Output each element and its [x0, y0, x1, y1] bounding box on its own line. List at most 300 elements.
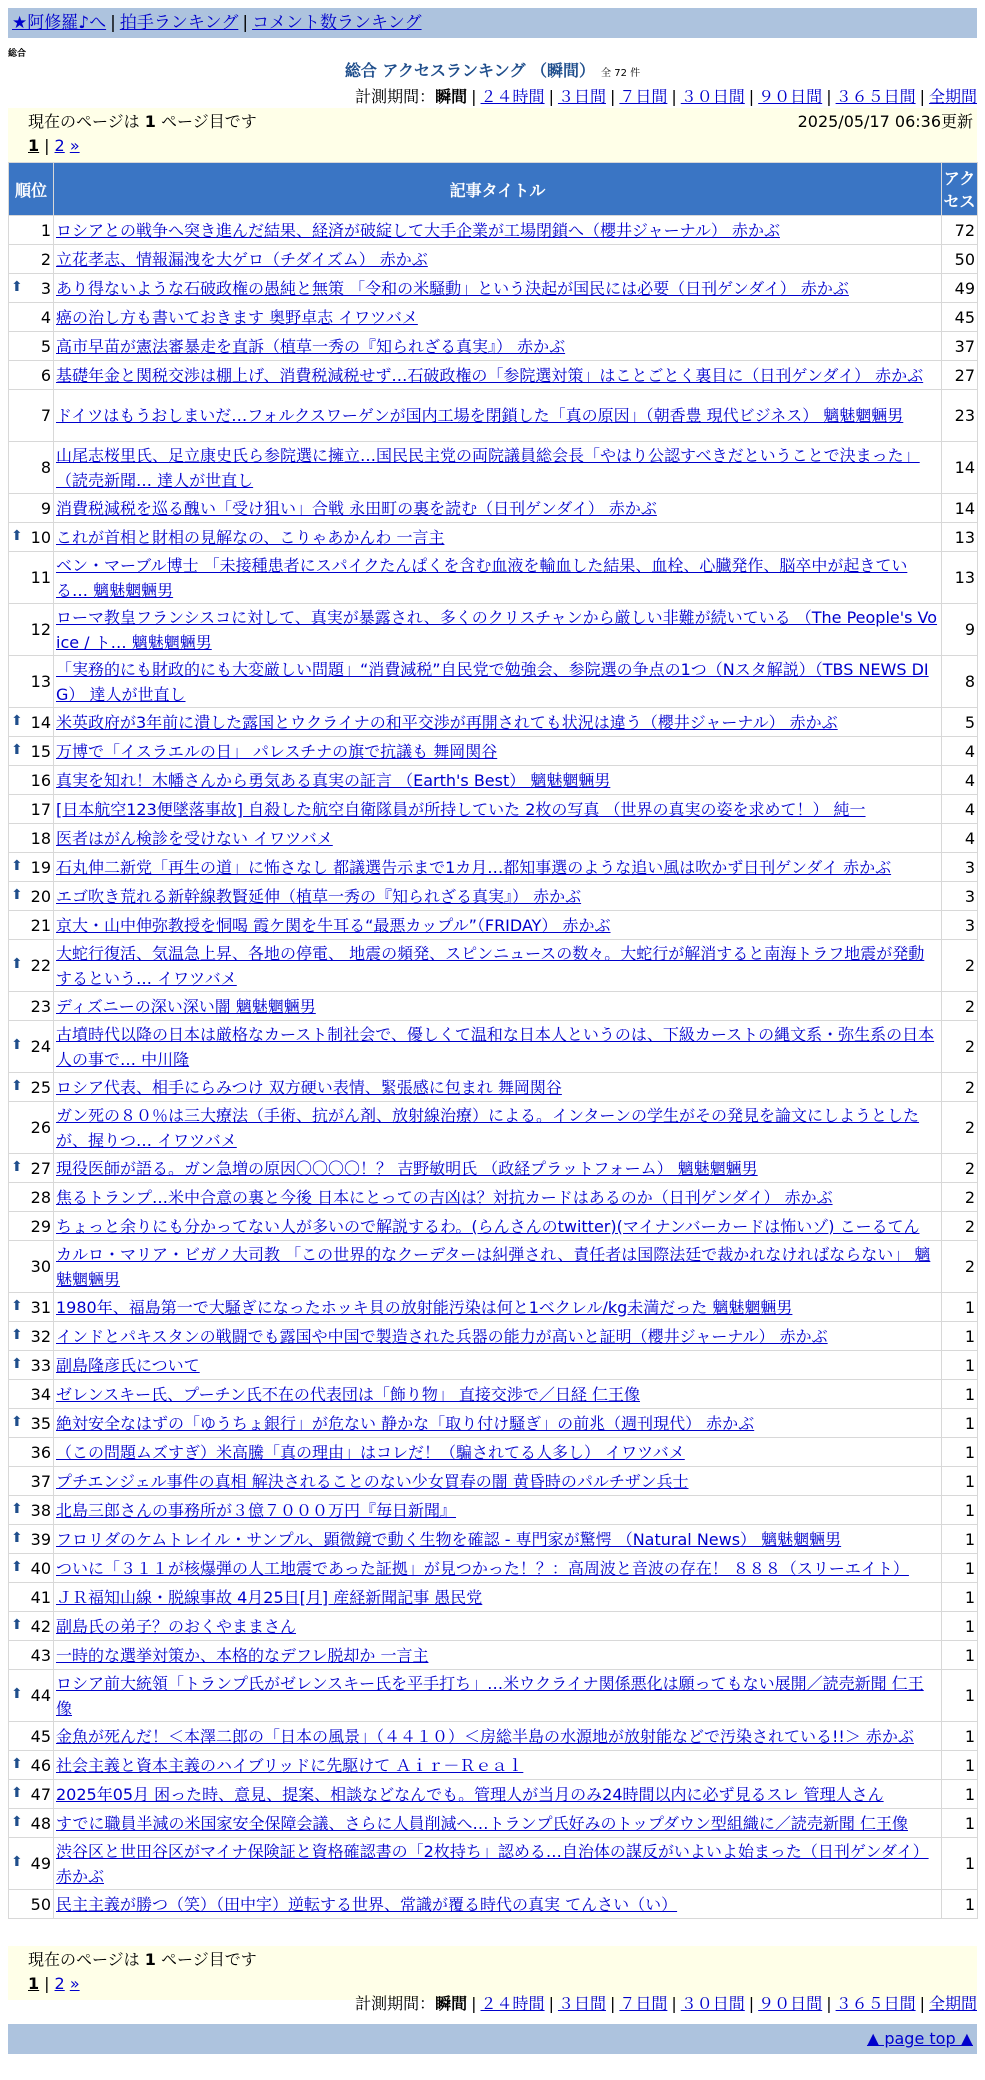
ranking-body: [9, 216, 977, 1918]
table-row: [9, 1751, 977, 1779]
table-row: [9, 361, 977, 389]
period-current: 瞬間: [435, 1994, 468, 2013]
title-cell: [54, 274, 941, 302]
rank-number: 15: [30, 741, 51, 761]
rank-number: 25: [30, 1077, 51, 1097]
rank-up-arrow-icon: ⬆: [11, 956, 23, 972]
period-separator: |: [919, 1994, 925, 2013]
access-count: 1: [942, 1438, 977, 1466]
rank-number: 16: [30, 770, 51, 790]
article-title-link[interactable]: 高市早苗が憲法審暴走を直訴（植草一秀の『知られざる真実』） 赤かぶ: [56, 336, 566, 356]
rank-up-arrow-icon: ⬆: [11, 1529, 23, 1546]
article-title-link[interactable]: [日本航空123便墜落事故] 自殺した航空自衛隊員が所持していた 2枚の写真 （世界の真実の姿を求めて！） 純一: [56, 799, 866, 819]
title-cell: [54, 604, 941, 655]
table-row: [9, 737, 977, 765]
title-cell: [54, 1751, 941, 1779]
period-option-link[interactable]: ３６５日間: [835, 87, 916, 106]
rank-cell: [9, 1809, 53, 1837]
article-title-link[interactable]: 大蛇行復活、気温急上昇、各地の停電、 地震の頻発、スピンニュースの数々。大蛇行が解消すると南海トラフ地震が発動するという… イワツバメ: [56, 943, 925, 988]
rank-number: 50: [30, 1894, 51, 1914]
period-selector-bottom: [355, 1993, 977, 2015]
nav-separator: |: [110, 13, 116, 33]
table-row: [9, 911, 977, 939]
table-row: [9, 1838, 977, 1889]
rank-up-arrow-icon: ⬆: [11, 1037, 23, 1053]
table-row: [9, 1722, 977, 1750]
article-title-link[interactable]: 社会主義と資本主義のハイブリッドに先駆けて Ａｉｒ－Ｒｅａｌ: [56, 1755, 524, 1775]
period-separator: |: [609, 1994, 616, 2013]
rank-cell: [9, 1670, 53, 1721]
header-rank: 順位: [9, 163, 53, 215]
access-count: 1: [942, 1809, 977, 1837]
table-row: [9, 824, 977, 852]
rank-number: 29: [30, 1216, 51, 1236]
article-title-link[interactable]: ロシア前大統領「トランプ氏がゼレンスキー氏を平手打ち」…米ウクライナ関係悪化は願ってもない展開／読売新聞 仁王像: [56, 1673, 924, 1718]
rank-up-arrow-icon: ⬆: [11, 1077, 23, 1094]
article-title-link[interactable]: ゼレンスキー氏、プーチン氏不在の代表団は「飾り物」 直接交渉で／日経 仁王像: [56, 1384, 641, 1404]
page-links: [28, 1973, 80, 1995]
table-row: [9, 940, 977, 991]
article-title-link[interactable]: 真実を知れ！木幡さんから勇気ある真実の証言 （Earth's Best） 魑魅魍魎男: [56, 770, 611, 790]
access-count: 1: [942, 1380, 977, 1408]
rank-number: 42: [30, 1616, 51, 1636]
table-row: [9, 992, 977, 1020]
table-row: [9, 1525, 977, 1553]
access-count: 1: [942, 1612, 977, 1640]
rank-up-arrow-icon: ⬆: [11, 1413, 23, 1430]
article-title-link[interactable]: 石丸伸二新党「再生の道」に怖さなし 都議選告示まで1カ月…都知事選のような追い風は吹かず日刊ゲンダイ 赤かぶ: [56, 857, 892, 877]
rank-up-arrow-icon: ⬆: [11, 1686, 23, 1702]
rank-number: 9: [40, 498, 51, 518]
title-cell: [54, 1212, 941, 1240]
article-title-link[interactable]: 現役医師が語る。ガン急増の原因〇〇〇〇！？ 吉野敏明氏 （政経プラットフォーム） 魑魅魍魎男: [56, 1158, 758, 1178]
period-separator: |: [548, 87, 554, 106]
rank-up-arrow-icon: ⬆: [11, 527, 23, 544]
category-label: 総合: [8, 49, 27, 59]
rank-number: 11: [30, 568, 51, 587]
article-title-link[interactable]: 古墳時代以降の日本は厳格なカースト制社会で、優しくて温和な日本人というのは、下級カーストの縄文系・弥生系の日本人の事で… 中川隆: [56, 1024, 935, 1069]
rank-number: 8: [40, 458, 51, 477]
rank-cell: [9, 737, 53, 765]
rank-cell: [9, 766, 53, 794]
access-count: 50: [942, 245, 977, 273]
rank-cell: [9, 911, 53, 939]
rank-number: 5: [40, 336, 51, 356]
article-title-link[interactable]: 「実務的にも財政的にも大変厳しい問題」“消費減税”自民党で勉強会、参院選の争点の1つ（Nスタ解説）（TBS NEWS DIG） 達人が世直し: [56, 659, 929, 704]
title-cell: [54, 795, 941, 823]
rank-cell: [9, 940, 53, 991]
rank-number: 34: [30, 1384, 51, 1404]
article-title-link[interactable]: 2025年05月 困った時、意見、提案、相談などなんでも。管理人が当月のみ24時間以内に必ず見るスレ 管理人さん: [56, 1784, 884, 1804]
table-row: [9, 1467, 977, 1495]
rank-cell: [9, 1780, 53, 1808]
access-count: 2: [942, 992, 977, 1020]
article-title-link[interactable]: 京大・山中伸弥教授を恫喝 霞ケ関を牛耳る“最悪カップル”（FRIDAY） 赤かぶ: [56, 915, 611, 935]
period-option-link[interactable]: ３６５日間: [835, 1994, 916, 2013]
rank-cell: [9, 1722, 53, 1750]
period-option-link[interactable]: ７日間: [619, 1994, 668, 2013]
article-title-link[interactable]: 立花孝志、情報漏洩を大ゲロ（チダイズム） 赤かぶ: [56, 249, 428, 269]
period-option-link[interactable]: ３０日間: [680, 1994, 745, 2013]
rank-number: 32: [30, 1326, 51, 1346]
period-separator: |: [826, 87, 832, 106]
title-cell: [54, 1838, 941, 1889]
title-cell: [54, 766, 941, 794]
rank-up-arrow-icon: ⬆: [11, 1355, 23, 1372]
article-title-link[interactable]: カルロ・マリア・ビガノ大司教 「この世界的なクーデターは糾弾され、責任者は国際法廷で裁かれなければならない」 魑魅魍魎男: [56, 1244, 931, 1289]
page-link-next[interactable]: »: [69, 136, 80, 155]
table-row: [9, 1102, 977, 1153]
article-title-link[interactable]: ベン・マーブル博士 「未接種患者にスパイクたんぱくを含む血液を輸血した結果、血栓、心臓発作、脳卒中が起きている… 魑魅魍魎男: [56, 555, 908, 600]
header-title: 記事タイトル: [54, 163, 941, 215]
rank-up-arrow-icon: ⬆: [11, 1158, 23, 1175]
access-count: 23: [942, 390, 977, 441]
table-row: [9, 1154, 977, 1182]
rank-up-arrow-icon: ⬆: [11, 1755, 23, 1772]
period-separator: |: [671, 1994, 677, 2013]
article-title-link[interactable]: 副島氏の弟子？のおくやままさん: [56, 1616, 297, 1636]
rank-up-arrow-icon: ⬆: [11, 1558, 23, 1575]
title-cell: [54, 390, 941, 441]
title-cell: [54, 1525, 941, 1553]
current-page-text: 現在のページは 1 ページ目です: [28, 1950, 257, 1969]
title-cell: [54, 882, 941, 910]
access-count: 37: [942, 332, 977, 360]
article-title-link[interactable]: プチエンジェル事件の真相 解決されることのない少女買春の闇 黄昏時のパルチザン兵士: [56, 1471, 689, 1491]
table-row: [9, 708, 977, 736]
rank-up-arrow-icon: ⬆: [11, 1326, 23, 1343]
nav-link-comment-ranking[interactable]: コメント数ランキング: [252, 13, 422, 33]
table-row: [9, 1322, 977, 1350]
title-cell: [54, 940, 941, 991]
table-row: [9, 1641, 977, 1669]
table-row: [9, 766, 977, 794]
period-option-link[interactable]: ２４時間: [480, 1994, 545, 2013]
article-title-link[interactable]: 絶対安全なはずの「ゆうちょ銀行」が危ない 静かな「取り付け騒ぎ」の前兆（週刊現代） 赤かぶ: [56, 1413, 755, 1433]
rank-up-arrow-icon: ⬆: [11, 857, 23, 874]
table-row: [9, 1780, 977, 1808]
rank-cell: [9, 1241, 53, 1292]
current-page-number: 1: [144, 112, 156, 131]
title-cell: [54, 824, 941, 852]
rank-up-arrow-icon: ⬆: [11, 886, 23, 903]
rank-number: 35: [30, 1413, 51, 1433]
rank-up-arrow-icon: ⬆: [11, 741, 23, 758]
nav-separator: |: [242, 13, 249, 33]
access-count: 13: [942, 523, 977, 551]
table-row: [9, 216, 977, 244]
rank-up-arrow-icon: ⬆: [11, 1616, 23, 1633]
rank-number: 20: [30, 886, 51, 906]
rank-cell: [9, 1293, 53, 1321]
pager-bottom: [8, 1946, 977, 2000]
table-row: [9, 1380, 977, 1408]
rank-cell: [9, 1554, 53, 1582]
rank-number: 38: [30, 1500, 51, 1520]
page-link[interactable]: 2: [54, 1974, 65, 1993]
rank-number: 33: [30, 1355, 51, 1375]
article-title-link[interactable]: ディズニーの深い深い闇 魑魅魍魎男: [56, 996, 316, 1016]
title-cell: [54, 1467, 941, 1495]
table-row: [9, 1351, 977, 1379]
article-title-link[interactable]: エゴ吹き荒れる新幹線教賢延伸（植草一秀の『知られざる真実』） 赤かぶ: [56, 886, 582, 906]
rank-cell: [9, 882, 53, 910]
rank-cell: [9, 1890, 53, 1918]
access-count: 1: [942, 1496, 977, 1524]
title-cell: [54, 1780, 941, 1808]
rank-cell: [9, 552, 53, 603]
header-access: アクセス: [942, 163, 977, 215]
period-option-link[interactable]: 全期間: [928, 1994, 977, 2013]
access-count: 2: [942, 1073, 977, 1101]
article-title-link[interactable]: ロシア代表、相手にらみつけ 双方硬い表情、緊張感に包まれ 舞岡関谷: [56, 1077, 562, 1097]
article-title-link[interactable]: 1980年、福島第一で大騒ぎになったホッキ貝の放射能汚染は何と1ベクレル/kg未満だった 魑魅魍魎男: [56, 1297, 793, 1317]
access-count: 1: [942, 1322, 977, 1350]
rank-up-arrow-icon: ⬆: [11, 712, 23, 729]
rank-cell: [9, 1183, 53, 1211]
page-link-next[interactable]: »: [69, 1974, 80, 1993]
rank-number: 27: [30, 1158, 51, 1178]
table-row: [9, 552, 977, 603]
page-link-current[interactable]: 1: [28, 1974, 40, 1993]
table-row: [9, 1670, 977, 1721]
period-option-link[interactable]: ９０日間: [758, 1994, 823, 2013]
article-title-link[interactable]: ガン死の８０％は三大療法（手術、抗がん剤、放射線治療）による。インターンの学生がその発見を論文にしようとしたが、握りつ… イワツバメ: [56, 1105, 920, 1150]
article-title-link[interactable]: 山尾志桜里氏、足立康史氏ら参院選に擁立…国民民主党の両院議員総会長「やはり公認すべきだということで決まった」（読売新聞… 達人が世直し: [56, 445, 920, 490]
table-row: [9, 1293, 977, 1321]
rank-cell: [9, 245, 53, 273]
article-title-link[interactable]: 万博で「イスラエルの日」 パレスチナの旗で抗議も 舞岡関谷: [56, 741, 498, 761]
article-title-link[interactable]: ローマ教皇フランシスコに対して、真実が暴露され、多くのクリスチャンから厳しい非難が続いている （The People's Voice / ト… 魑魅魍魎男: [56, 607, 938, 652]
rank-cell: [9, 1583, 53, 1611]
access-count: 3: [942, 882, 977, 910]
table-row: [9, 1241, 977, 1292]
rank-number: 46: [30, 1755, 51, 1775]
access-count: 1: [942, 1780, 977, 1808]
access-count: 13: [942, 552, 977, 603]
access-count: 1: [942, 1838, 977, 1889]
title-cell: [54, 1722, 941, 1750]
period-separator: |: [471, 87, 477, 106]
access-count: 2: [942, 1241, 977, 1292]
article-title-link[interactable]: 癌の治し方も書いておきます 奥野卓志 イワツバメ: [56, 307, 418, 327]
period-option-link[interactable]: 全期間: [928, 87, 977, 106]
rank-number: 6: [40, 365, 51, 385]
period-separator: |: [671, 87, 677, 106]
table-row: [9, 882, 977, 910]
rank-number: 26: [30, 1118, 51, 1137]
page-separator: |: [44, 136, 50, 155]
table-row: [9, 1583, 977, 1611]
rank-number: 45: [30, 1726, 51, 1746]
current-page-number: 1: [144, 1950, 156, 1969]
table-row: [9, 245, 977, 273]
rank-cell: [9, 1496, 53, 1524]
page-links: [28, 135, 80, 157]
article-title-link[interactable]: 副島隆彦氏について: [56, 1355, 200, 1375]
period-separator: |: [609, 87, 616, 106]
rank-number: 10: [30, 527, 51, 547]
rank-cell: [9, 1409, 53, 1437]
rank-cell: [9, 442, 53, 493]
period-separator: |: [826, 1994, 832, 2013]
table-row: [9, 494, 977, 522]
page-top-link[interactable]: ▲ page top ▲: [866, 2029, 973, 2048]
title-cell: [54, 708, 941, 736]
total-count: 全 72 件: [601, 68, 641, 79]
rank-number: 7: [40, 406, 51, 425]
access-count: 1: [942, 1583, 977, 1611]
rank-number: 18: [30, 828, 51, 848]
table-row: [9, 1612, 977, 1640]
rank-number: 17: [30, 799, 51, 819]
access-count: 14: [942, 442, 977, 493]
rank-number: 23: [30, 996, 51, 1016]
article-title-link[interactable]: 消費税減税を巡る醜い「受け狙い」合戦 永田町の裏を読む（日刊ゲンダイ） 赤かぶ: [56, 498, 657, 518]
article-title-link[interactable]: 米英政府が3年前に潰した露国とウクライナの和平交渉が再開されても状況は違う（櫻井ジャーナル） 赤かぶ: [56, 712, 838, 732]
period-option-link[interactable]: ２４時間: [480, 87, 545, 106]
rank-cell: [9, 1351, 53, 1379]
page-title: [0, 60, 985, 85]
table-row: [9, 1890, 977, 1918]
access-count: 2: [942, 1154, 977, 1182]
access-count: 2: [942, 1021, 977, 1072]
nav-link-ashura[interactable]: ★阿修羅♪へ: [12, 13, 107, 33]
rank-cell: [9, 1380, 53, 1408]
rank-up-arrow-icon: ⬆: [11, 1784, 23, 1801]
title-cell: [54, 442, 941, 493]
period-option-link[interactable]: ３日間: [557, 87, 606, 106]
period-option-link[interactable]: ３０日間: [680, 87, 745, 106]
table-row: [9, 604, 977, 655]
period-current: 瞬間: [435, 87, 468, 106]
access-count: 1: [942, 1890, 977, 1918]
article-title-link[interactable]: 渋谷区と世田谷区がマイナ保険証と資格確認書の「2枚持ち」認める…自治体の謀反がいよいよ始まった（日刊ゲンダイ） 赤かぶ: [56, 1841, 929, 1886]
article-title-link[interactable]: 焦るトランプ…米中合意の裏と今後 日本にとっての吉凶は？対抗カードはあるのか（日刊ゲンダイ） 赤かぶ: [56, 1187, 833, 1207]
period-separator: |: [748, 87, 755, 106]
table-row: [9, 1409, 977, 1437]
title-cell: [54, 1409, 941, 1437]
access-count: 2: [942, 940, 977, 991]
rank-cell: [9, 1102, 53, 1153]
rank-up-arrow-icon: ⬆: [11, 1854, 23, 1870]
period-selector-top: [355, 86, 977, 108]
article-title-link[interactable]: 北島三郎さんの事務所が３億７０００万円『毎日新聞』: [56, 1500, 457, 1520]
access-count: 14: [942, 494, 977, 522]
rank-cell: [9, 332, 53, 360]
rank-cell: [9, 1212, 53, 1240]
access-count: 1: [942, 1670, 977, 1721]
article-title-link[interactable]: ちょっと余りにも分かってない人が多いので解説するわ。(らんさんのtwitter)(マイナンバーカードは怖いゾ) こーるてん: [56, 1216, 920, 1236]
article-title-link[interactable]: 金魚が死んだ！＜本澤二郎の「日本の風景」（４４１０）＜房総半島の水源地が放射能などで汚染されている!!＞ 赤かぶ: [56, 1726, 914, 1746]
rank-number: 28: [30, 1187, 51, 1207]
table-row: [9, 523, 977, 551]
access-count: 1: [942, 1641, 977, 1669]
rank-number: 1: [40, 220, 51, 240]
article-title-link[interactable]: すでに職員半減の米国家安全保障会議、さらに人員削減へ…トランプ氏好みのトップダウン型組織に／読売新聞 仁王像: [56, 1813, 908, 1833]
access-count: 1: [942, 1293, 977, 1321]
page-title-text: 総合 アクセスランキング （瞬間）: [344, 61, 596, 80]
rank-cell: [9, 656, 53, 707]
access-count: 4: [942, 766, 977, 794]
rank-cell: [9, 1751, 53, 1779]
access-count: 45: [942, 303, 977, 331]
title-cell: [54, 523, 941, 551]
bottom-bar: [8, 2024, 977, 2054]
title-cell: [54, 1154, 941, 1182]
period-label: 計測期間：: [355, 87, 436, 106]
article-title-link[interactable]: ドイツはもうおしまいだ…フォルクスワーゲンが国内工場を閉鎖した「真の原因」（朝香豊 現代ビジネス） 魑魅魍魎男: [56, 406, 904, 425]
title-cell: [54, 361, 941, 389]
table-row: [9, 332, 977, 360]
article-title-link[interactable]: ついに「３１１が核爆弾の人工地震であった証拠」が見つかった！？：高周波と音波の存在！ ８８８（スリーエイト）: [56, 1558, 909, 1578]
article-title-link[interactable]: フロリダのケムトレイル・サンプル、顕微鏡で動く生物を確認 - 専門家が驚愕 （Natural News） 魑魅魍魎男: [56, 1529, 842, 1549]
rank-number: 48: [30, 1813, 51, 1833]
article-title-link[interactable]: ロシアとの戦争へ突き進んだ結果、経済が破綻して大手企業が工場閉鎖へ（櫻井ジャーナル） 赤かぶ: [56, 220, 780, 240]
rank-cell: [9, 1073, 53, 1101]
period-separator: |: [748, 1994, 755, 2013]
table-row: [9, 1183, 977, 1211]
title-cell: [54, 1809, 941, 1837]
rank-number: 31: [30, 1297, 51, 1317]
title-cell: [54, 1351, 941, 1379]
rank-cell: [9, 303, 53, 331]
rank-cell: [9, 1525, 53, 1553]
pager-top: [8, 108, 977, 162]
article-title-link[interactable]: ＪＲ福知山線・脱線事故 4月25日[月] 産経新聞記事 愚民党: [56, 1587, 483, 1607]
rank-cell: [9, 1438, 53, 1466]
title-cell: [54, 494, 941, 522]
article-title-link[interactable]: 医者はがん検診を受けない イワツバメ: [56, 828, 333, 848]
rank-up-arrow-icon: ⬆: [11, 1500, 23, 1517]
rank-number: 2: [40, 249, 51, 269]
rank-cell: [9, 795, 53, 823]
rank-cell: [9, 1467, 53, 1495]
access-count: 1: [942, 1751, 977, 1779]
period-option-link[interactable]: ７日間: [619, 87, 668, 106]
rank-cell: [9, 708, 53, 736]
period-option-link[interactable]: ３日間: [557, 1994, 606, 2013]
period-option-link[interactable]: ９０日間: [758, 87, 823, 106]
access-count: 5: [942, 708, 977, 736]
nav-link-applause-ranking[interactable]: 拍手ランキング: [119, 13, 239, 33]
article-title-link[interactable]: インドとパキスタンの戦闘でも露国や中国で製造された兵器の能力が高いと証明（櫻井ジャーナル） 赤かぶ: [56, 1326, 828, 1346]
ranking-table: [8, 162, 978, 1919]
access-count: 1: [942, 1467, 977, 1495]
access-count: 8: [942, 656, 977, 707]
article-title-link[interactable]: これが首相と財相の見解なの、こりゃあかんわ 一言主: [56, 527, 445, 547]
table-row: [9, 390, 977, 441]
article-title-link[interactable]: （この問題ムズすぎ）米高騰「真の理由」はコレだ！（騙されてる人多し） イワツバメ: [56, 1442, 685, 1462]
rank-number: 21: [30, 915, 51, 935]
page-link-current[interactable]: 1: [28, 136, 40, 155]
rank-cell: [9, 853, 53, 881]
title-cell: [54, 1241, 941, 1292]
rank-cell: [9, 1838, 53, 1889]
article-title-link[interactable]: 基礎年金と関税交渉は棚上げ、消費税減税せず…石破政権の「参院選対策」はことごとく裏目に（日刊ゲンダイ） 赤かぶ: [56, 365, 924, 385]
page-link[interactable]: 2: [54, 136, 65, 155]
rank-number: 22: [30, 956, 51, 975]
rank-cell: [9, 1641, 53, 1669]
rank-number: 13: [30, 672, 51, 691]
table-row: [9, 274, 977, 302]
title-cell: [54, 1496, 941, 1524]
article-title-link[interactable]: あり得ないような石破政権の愚純と無策 「令和の米騒動」という決起が国民には必要（日刊ゲンダイ） 赤かぶ: [56, 278, 849, 298]
article-title-link[interactable]: 一時的な選挙対策か、本格的なデフレ脱却か 一言主: [56, 1645, 429, 1665]
access-count: 4: [942, 737, 977, 765]
rank-cell: [9, 274, 53, 302]
article-title-link[interactable]: 民主主義が勝つ（笑）（田中宇）逆転する世界、常識が覆る時代の真実 てんさい（い）: [56, 1894, 678, 1914]
